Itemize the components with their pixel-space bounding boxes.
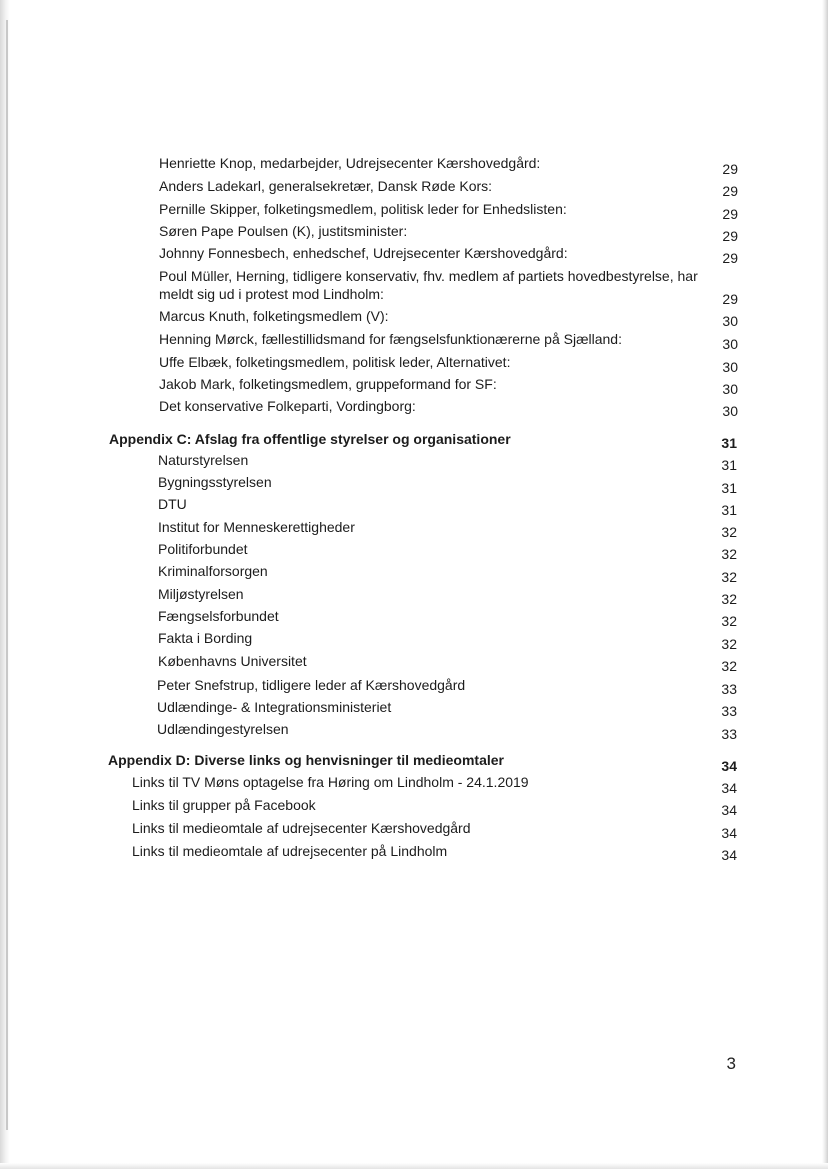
toc-page-number: 34 xyxy=(721,802,737,818)
toc-page-number: 34 xyxy=(721,825,737,841)
toc-page-number: 33 xyxy=(721,726,737,742)
toc-page-number: 33 xyxy=(721,681,737,697)
toc-page-number: 31 xyxy=(721,502,737,518)
toc-page-number: 31 xyxy=(721,480,737,496)
toc-page-number: 29 xyxy=(722,228,738,244)
toc-page-number: 34 xyxy=(721,847,737,863)
scan-edge-bottom xyxy=(0,1163,828,1169)
toc-page-number: 29 xyxy=(722,183,738,199)
toc-page-number: 34 xyxy=(721,780,737,796)
toc-page-number: 33 xyxy=(721,703,737,719)
toc-page-number: 31 xyxy=(721,457,737,473)
toc-page-number: 30 xyxy=(722,313,738,329)
toc-page-number: 32 xyxy=(721,591,737,607)
toc-page-number: 30 xyxy=(722,359,738,375)
page-number: 3 xyxy=(726,1054,736,1073)
toc-page-number: 30 xyxy=(722,381,738,397)
toc-page-number: 32 xyxy=(721,569,737,585)
toc-page-number: 31 xyxy=(721,435,737,451)
toc-page-number: 30 xyxy=(722,336,738,352)
toc-page-number: 32 xyxy=(721,524,737,540)
toc-page-number: 32 xyxy=(721,613,737,629)
toc-page-number: 29 xyxy=(722,250,738,266)
toc-page-number: 29 xyxy=(722,206,738,222)
toc-page-number: 32 xyxy=(721,546,737,562)
toc-page-number: 29 xyxy=(722,291,738,307)
toc-page-number: 32 xyxy=(721,658,737,674)
toc-page-number: 30 xyxy=(722,403,738,419)
scan-edge-left xyxy=(0,0,10,1169)
toc-page-number: 32 xyxy=(721,636,737,652)
scan-edge-right xyxy=(822,0,828,1169)
toc-page-number: 29 xyxy=(722,161,738,177)
toc-page-number: 34 xyxy=(721,758,737,774)
document-page: Henriette Knop, medarbejder, Udrejsecenter Kærshovedgård: 29 Anders Ladekarl, generalsekretær, Dansk Røde Kors: 29 Pernille Skipper, folketingsmedlem, politisk leder for Enhedslisten: 29 Søren Pape Poulsen (K), justitsminister: 29 Johnny Fonnesbech, enhedschef, Udrejsecenter Kærshovedgård: 29 Poul Müller, Herning, tidligere konservativ, fhv. medlem af partiets hovedbestyrelse, har meldt sig ud i protest mod Lindholm: 29 Marcus Knuth, folketingsmedlem (V): 30 Henning Mørck, fællestillidsmand for fængselsfunktionærerne på Sjælland: 30 Uffe Elbæk, folketingsmedlem, politisk leder, Alternativet: 30 Jakob Mark, folketingsmedlem, gruppeformand for SF: 30 Det konservative Folkeparti, Vordingborg: 30 Appendix C: Afslag fra offentlige styrelser og organisationer 31 Naturstyrelsen 31 Bygningsstyrelsen 31 DTU 31 Institut for Menneskerettigheder 32 Politiforbundet 32 Kriminalforsorgen 32 Miljøstyrelsen 32 Fængselsforbundet 32 Fakta i Bording 32 Københavns Universitet 32 Peter Snefstrup, tidligere leder af Kærshovedgård 33 Udlændinge- & Integrationsministeriet 33 Udlændingestyrelsen 33 Appendix D: Diverse links og henvisninger til medieomtaler 34 Links til TV Møns optagelse fra Høring om Lindholm - 24.1.2019 34 Links til grupper på Facebook 34 Links til medieomtale af udrejsecenter Kærshovedgård 34 Links til medieomtale af udrejsecenter på Lindholm 34 3 xyxy=(0,0,828,1169)
